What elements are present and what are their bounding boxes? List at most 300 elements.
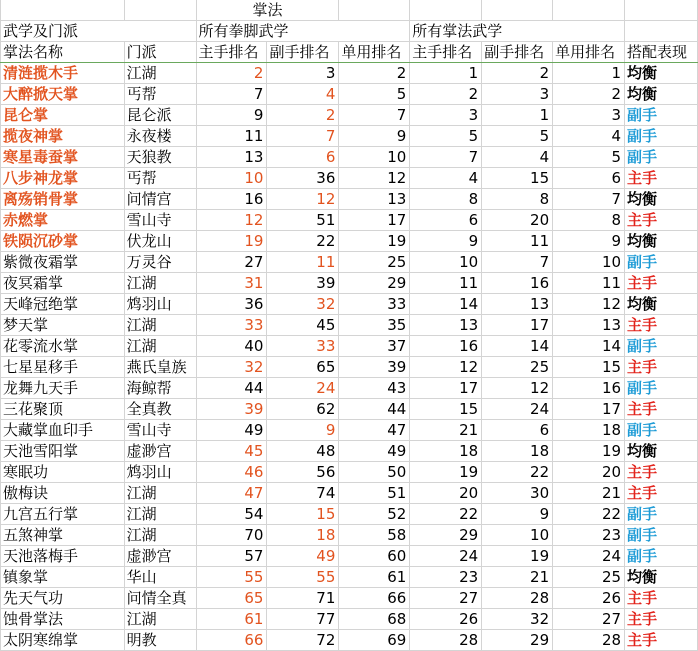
palm-solo-rank-cell[interactable]: 18: [553, 420, 625, 441]
group-header-fist-skills[interactable]: 所有拳脚武学: [196, 21, 410, 42]
skill-name-cell[interactable]: 五煞神掌: [1, 525, 125, 546]
fist-main-rank-cell[interactable]: 55: [196, 567, 267, 588]
combo-result-cell[interactable]: 副手: [625, 147, 698, 168]
skill-name-cell[interactable]: 镇象掌: [1, 567, 125, 588]
table-row: [1, 609, 698, 630]
empty-cell[interactable]: [553, 0, 625, 21]
palm-solo-rank-cell[interactable]: 7: [553, 189, 625, 210]
fist-main-rank-cell[interactable]: 46: [196, 462, 267, 483]
column-header[interactable]: 主手排名: [196, 42, 267, 63]
sect-cell[interactable]: 江湖: [124, 609, 196, 630]
sect-cell[interactable]: 全真教: [124, 399, 196, 420]
fist-solo-rank-cell[interactable]: 52: [339, 504, 410, 525]
combo-result-cell[interactable]: 副手: [625, 126, 698, 147]
combo-result-cell[interactable]: 主手: [625, 483, 698, 504]
sect-cell[interactable]: 华山: [124, 567, 196, 588]
skill-name-cell[interactable]: 傲梅诀: [1, 483, 125, 504]
sect-cell[interactable]: 江湖: [124, 273, 196, 294]
palm-main-rank-cell[interactable]: 12: [410, 357, 482, 378]
fist-solo-rank-cell[interactable]: 68: [339, 609, 410, 630]
combo-result-cell[interactable]: 均衡: [625, 567, 698, 588]
column-header[interactable]: 单用排名: [553, 42, 625, 63]
column-header[interactable]: 门派: [124, 42, 196, 63]
skill-name-cell[interactable]: 大藏掌血印手: [1, 420, 125, 441]
palm-sub-rank-cell[interactable]: 2: [482, 63, 553, 84]
fist-sub-rank-cell[interactable]: 65: [267, 357, 339, 378]
fist-solo-rank-cell[interactable]: 9: [339, 126, 410, 147]
fist-solo-rank-cell[interactable]: 50: [339, 462, 410, 483]
combo-result-cell[interactable]: 副手: [625, 420, 698, 441]
empty-cell[interactable]: [482, 0, 553, 21]
table-row: [1, 588, 698, 609]
fist-solo-rank-cell[interactable]: 49: [339, 441, 410, 462]
skill-name-cell[interactable]: 铁陨沉砂掌: [1, 231, 125, 252]
skill-name-cell[interactable]: 花零流水掌: [1, 336, 125, 357]
skill-name-cell[interactable]: 揽夜神掌: [1, 126, 125, 147]
table-row: [1, 630, 698, 651]
sect-cell[interactable]: 丐帮: [124, 84, 196, 105]
palm-main-rank-cell[interactable]: 22: [410, 504, 482, 525]
palm-sub-rank-cell[interactable]: 29: [482, 630, 553, 651]
combo-result-cell[interactable]: 主手: [625, 273, 698, 294]
palm-sub-rank-cell[interactable]: 16: [482, 273, 553, 294]
palm-sub-rank-cell[interactable]: 13: [482, 294, 553, 315]
fist-solo-rank-cell[interactable]: 25: [339, 252, 410, 273]
combo-result-cell[interactable]: 主手: [625, 210, 698, 231]
palm-main-rank-cell[interactable]: 18: [410, 441, 482, 462]
combo-result-cell[interactable]: 副手: [625, 546, 698, 567]
palm-main-rank-cell[interactable]: 9: [410, 231, 482, 252]
fist-sub-rank-cell[interactable]: 51: [267, 210, 339, 231]
fist-sub-rank-cell[interactable]: 12: [267, 189, 339, 210]
skill-name-cell[interactable]: 离殇销骨掌: [1, 189, 125, 210]
fist-solo-rank-cell[interactable]: 66: [339, 588, 410, 609]
table-row: [1, 315, 698, 336]
skill-name-cell[interactable]: 昆仑掌: [1, 105, 125, 126]
data-rows: [1, 63, 698, 651]
fist-main-rank-cell[interactable]: 44: [196, 378, 267, 399]
table-row: [1, 483, 698, 504]
palm-solo-rank-cell[interactable]: 6: [553, 168, 625, 189]
palm-solo-rank-cell[interactable]: 13: [553, 315, 625, 336]
group-header-row: [1, 21, 698, 42]
palm-solo-rank-cell[interactable]: 23: [553, 525, 625, 546]
skill-name-cell[interactable]: 八步神龙掌: [1, 168, 125, 189]
palm-sub-rank-cell[interactable]: 1: [482, 105, 553, 126]
palm-sub-rank-cell[interactable]: 3: [482, 84, 553, 105]
fist-sub-rank-cell[interactable]: 11: [267, 252, 339, 273]
palm-sub-rank-cell[interactable]: 7: [482, 252, 553, 273]
palm-sub-rank-cell[interactable]: 10: [482, 525, 553, 546]
palm-main-rank-cell[interactable]: 5: [410, 126, 482, 147]
palm-solo-rank-cell[interactable]: 25: [553, 567, 625, 588]
sect-cell[interactable]: 江湖: [124, 336, 196, 357]
combo-result-cell[interactable]: 副手: [625, 252, 698, 273]
fist-main-rank-cell[interactable]: 70: [196, 525, 267, 546]
fist-main-rank-cell[interactable]: 27: [196, 252, 267, 273]
fist-solo-rank-cell[interactable]: 35: [339, 315, 410, 336]
table-row: [1, 252, 698, 273]
fist-solo-rank-cell[interactable]: 39: [339, 357, 410, 378]
fist-solo-rank-cell[interactable]: 19: [339, 231, 410, 252]
palm-solo-rank-cell[interactable]: 21: [553, 483, 625, 504]
skill-name-cell[interactable]: 赤燃掌: [1, 210, 125, 231]
combo-result-cell[interactable]: 主手: [625, 399, 698, 420]
fist-main-rank-cell[interactable]: 49: [196, 420, 267, 441]
palm-main-rank-cell[interactable]: 2: [410, 84, 482, 105]
palm-solo-rank-cell[interactable]: 15: [553, 357, 625, 378]
combo-result-cell[interactable]: 均衡: [625, 189, 698, 210]
fist-sub-rank-cell[interactable]: 32: [267, 294, 339, 315]
empty-cell[interactable]: [1, 0, 125, 21]
fist-solo-rank-cell[interactable]: 29: [339, 273, 410, 294]
sect-cell[interactable]: 天狼教: [124, 147, 196, 168]
fist-main-rank-cell[interactable]: 54: [196, 504, 267, 525]
combo-result-cell[interactable]: 主手: [625, 315, 698, 336]
fist-sub-rank-cell[interactable]: 48: [267, 441, 339, 462]
palm-solo-rank-cell[interactable]: 26: [553, 588, 625, 609]
table-row: [1, 231, 698, 252]
palm-solo-rank-cell[interactable]: 5: [553, 147, 625, 168]
palm-sub-rank-cell[interactable]: 32: [482, 609, 553, 630]
skill-name-cell[interactable]: 先天气功: [1, 588, 125, 609]
palm-sub-rank-cell[interactable]: 19: [482, 546, 553, 567]
palm-sub-rank-cell[interactable]: 8: [482, 189, 553, 210]
column-header[interactable]: 副手排名: [267, 42, 339, 63]
palm-main-rank-cell[interactable]: 27: [410, 588, 482, 609]
sect-cell[interactable]: 昆仑派: [124, 105, 196, 126]
palm-main-rank-cell[interactable]: 29: [410, 525, 482, 546]
fist-solo-rank-cell[interactable]: 60: [339, 546, 410, 567]
fist-main-rank-cell[interactable]: 7: [196, 84, 267, 105]
fist-solo-rank-cell[interactable]: 43: [339, 378, 410, 399]
fist-solo-rank-cell[interactable]: 47: [339, 420, 410, 441]
skill-name-cell[interactable]: 寒星毒蚕掌: [1, 147, 125, 168]
fist-solo-rank-cell[interactable]: 37: [339, 336, 410, 357]
sect-cell[interactable]: 江湖: [124, 63, 196, 84]
table-row: [1, 105, 698, 126]
palm-sub-rank-cell[interactable]: 17: [482, 315, 553, 336]
palm-solo-rank-cell[interactable]: 3: [553, 105, 625, 126]
fist-sub-rank-cell[interactable]: 49: [267, 546, 339, 567]
fist-main-rank-cell[interactable]: 19: [196, 231, 267, 252]
skill-name-cell[interactable]: 梦天掌: [1, 315, 125, 336]
skill-name-cell[interactable]: 清涟揽木手: [1, 63, 125, 84]
palm-sub-rank-cell[interactable]: 25: [482, 357, 553, 378]
skill-name-cell[interactable]: 大醉掀天掌: [1, 84, 125, 105]
palm-solo-rank-cell[interactable]: 4: [553, 126, 625, 147]
fist-solo-rank-cell[interactable]: 17: [339, 210, 410, 231]
fist-main-rank-cell[interactable]: 47: [196, 483, 267, 504]
fist-sub-rank-cell[interactable]: 36: [267, 168, 339, 189]
table-row: [1, 378, 698, 399]
palm-solo-rank-cell[interactable]: 2: [553, 84, 625, 105]
fist-solo-rank-cell[interactable]: 44: [339, 399, 410, 420]
fist-sub-rank-cell[interactable]: 77: [267, 609, 339, 630]
fist-main-rank-cell[interactable]: 61: [196, 609, 267, 630]
palm-main-rank-cell[interactable]: 7: [410, 147, 482, 168]
combo-result-cell[interactable]: 主手: [625, 609, 698, 630]
palm-main-rank-cell[interactable]: 14: [410, 294, 482, 315]
table-row: [1, 189, 698, 210]
sect-cell[interactable]: 虚渺宫: [124, 441, 196, 462]
fist-sub-rank-cell[interactable]: 39: [267, 273, 339, 294]
palm-sub-rank-cell[interactable]: 5: [482, 126, 553, 147]
palm-solo-rank-cell[interactable]: 20: [553, 462, 625, 483]
fist-main-rank-cell[interactable]: 39: [196, 399, 267, 420]
fist-sub-rank-cell[interactable]: 7: [267, 126, 339, 147]
sect-cell[interactable]: 鸩羽山: [124, 462, 196, 483]
combo-result-cell[interactable]: 副手: [625, 336, 698, 357]
fist-sub-rank-cell[interactable]: 62: [267, 399, 339, 420]
empty-cell[interactable]: [625, 0, 698, 21]
palm-sub-rank-cell[interactable]: 12: [482, 378, 553, 399]
palm-solo-rank-cell[interactable]: 8: [553, 210, 625, 231]
combo-result-cell[interactable]: 主手: [625, 630, 698, 651]
palm-main-rank-cell[interactable]: 24: [410, 546, 482, 567]
palm-main-rank-cell[interactable]: 10: [410, 252, 482, 273]
column-header[interactable]: 掌法名称: [1, 42, 125, 63]
table-row: [1, 525, 698, 546]
skill-name-cell[interactable]: 太阴寒绵掌: [1, 630, 125, 651]
table-row: [1, 567, 698, 588]
palm-main-rank-cell[interactable]: 3: [410, 105, 482, 126]
palm-solo-rank-cell[interactable]: 24: [553, 546, 625, 567]
skill-name-cell[interactable]: 紫微夜霜掌: [1, 252, 125, 273]
fist-solo-rank-cell[interactable]: 13: [339, 189, 410, 210]
fist-sub-rank-cell[interactable]: 22: [267, 231, 339, 252]
fist-main-rank-cell[interactable]: 11: [196, 126, 267, 147]
skill-name-cell[interactable]: 天峰冠绝掌: [1, 294, 125, 315]
table-row: [1, 462, 698, 483]
palm-sub-rank-cell[interactable]: 6: [482, 420, 553, 441]
fist-solo-rank-cell[interactable]: 2: [339, 63, 410, 84]
palm-main-rank-cell[interactable]: 15: [410, 399, 482, 420]
fist-main-rank-cell[interactable]: 57: [196, 546, 267, 567]
sect-cell[interactable]: 江湖: [124, 483, 196, 504]
fist-sub-rank-cell[interactable]: 2: [267, 105, 339, 126]
sect-cell[interactable]: 鸩羽山: [124, 294, 196, 315]
fist-main-rank-cell[interactable]: 45: [196, 441, 267, 462]
combo-result-cell[interactable]: 均衡: [625, 84, 698, 105]
empty-cell[interactable]: [410, 0, 482, 21]
sect-cell[interactable]: 丐帮: [124, 168, 196, 189]
fist-sub-rank-cell[interactable]: 55: [267, 567, 339, 588]
sect-cell[interactable]: 明教: [124, 630, 196, 651]
table-row: [1, 147, 698, 168]
fist-sub-rank-cell[interactable]: 56: [267, 462, 339, 483]
fist-sub-rank-cell[interactable]: 45: [267, 315, 339, 336]
fist-sub-rank-cell[interactable]: 24: [267, 378, 339, 399]
fist-solo-rank-cell[interactable]: 61: [339, 567, 410, 588]
fist-main-rank-cell[interactable]: 2: [196, 63, 267, 84]
fist-main-rank-cell[interactable]: 65: [196, 588, 267, 609]
skill-name-cell[interactable]: 寒眠功: [1, 462, 125, 483]
table-row: [1, 210, 698, 231]
palm-main-rank-cell[interactable]: 11: [410, 273, 482, 294]
sect-cell[interactable]: 江湖: [124, 504, 196, 525]
sect-cell[interactable]: 问情宫: [124, 189, 196, 210]
combo-result-cell[interactable]: 主手: [625, 588, 698, 609]
palm-sub-rank-cell[interactable]: 21: [482, 567, 553, 588]
combo-result-cell[interactable]: 均衡: [625, 231, 698, 252]
sect-cell[interactable]: 伏龙山: [124, 231, 196, 252]
combo-result-cell[interactable]: 副手: [625, 525, 698, 546]
fist-solo-rank-cell[interactable]: 58: [339, 525, 410, 546]
table-row: [1, 63, 698, 84]
palm-main-rank-cell[interactable]: 13: [410, 315, 482, 336]
fist-main-rank-cell[interactable]: 16: [196, 189, 267, 210]
palm-main-rank-cell[interactable]: 4: [410, 168, 482, 189]
palm-solo-rank-cell[interactable]: 16: [553, 378, 625, 399]
fist-sub-rank-cell[interactable]: 3: [267, 63, 339, 84]
palm-solo-rank-cell[interactable]: 10: [553, 252, 625, 273]
palm-sub-rank-cell[interactable]: 14: [482, 336, 553, 357]
palm-solo-rank-cell[interactable]: 9: [553, 231, 625, 252]
fist-solo-rank-cell[interactable]: 33: [339, 294, 410, 315]
palm-solo-rank-cell[interactable]: 19: [553, 441, 625, 462]
fist-solo-rank-cell[interactable]: 51: [339, 483, 410, 504]
fist-main-rank-cell[interactable]: 32: [196, 357, 267, 378]
fist-main-rank-cell[interactable]: 10: [196, 168, 267, 189]
fist-solo-rank-cell[interactable]: 69: [339, 630, 410, 651]
table-row: [1, 441, 698, 462]
palm-sub-rank-cell[interactable]: 11: [482, 231, 553, 252]
empty-cell[interactable]: [625, 21, 698, 42]
table-row: [1, 336, 698, 357]
sect-cell[interactable]: 江湖: [124, 315, 196, 336]
palm-sub-rank-cell[interactable]: 9: [482, 504, 553, 525]
palm-main-rank-cell[interactable]: 17: [410, 378, 482, 399]
fist-main-rank-cell[interactable]: 13: [196, 147, 267, 168]
combo-result-cell[interactable]: 均衡: [625, 63, 698, 84]
skill-name-cell[interactable]: 九宫五行掌: [1, 504, 125, 525]
fist-main-rank-cell[interactable]: 66: [196, 630, 267, 651]
skill-name-cell[interactable]: 夜冥霜掌: [1, 273, 125, 294]
palm-solo-rank-cell[interactable]: 12: [553, 294, 625, 315]
skill-name-cell[interactable]: 三花聚顶: [1, 399, 125, 420]
palm-sub-rank-cell[interactable]: 4: [482, 147, 553, 168]
column-header[interactable]: 单用排名: [339, 42, 410, 63]
palm-solo-rank-cell[interactable]: 14: [553, 336, 625, 357]
palm-sub-rank-cell[interactable]: 24: [482, 399, 553, 420]
sect-cell[interactable]: 海鲸帮: [124, 378, 196, 399]
table-row: [1, 273, 698, 294]
sect-cell[interactable]: 雪山寺: [124, 420, 196, 441]
table-row: [1, 126, 698, 147]
skill-name-cell[interactable]: 天池雪阳掌: [1, 441, 125, 462]
column-header[interactable]: 副手排名: [482, 42, 553, 63]
combo-result-cell[interactable]: 副手: [625, 105, 698, 126]
fist-sub-rank-cell[interactable]: 33: [267, 336, 339, 357]
fist-sub-rank-cell[interactable]: 71: [267, 588, 339, 609]
combo-result-cell[interactable]: 均衡: [625, 441, 698, 462]
combo-result-cell[interactable]: 副手: [625, 504, 698, 525]
sect-cell[interactable]: 燕氏皇族: [124, 357, 196, 378]
combo-result-cell[interactable]: 主手: [625, 357, 698, 378]
palm-solo-rank-cell[interactable]: 22: [553, 504, 625, 525]
palm-sub-rank-cell[interactable]: 28: [482, 588, 553, 609]
sect-cell[interactable]: 雪山寺: [124, 210, 196, 231]
column-header[interactable]: 主手排名: [410, 42, 482, 63]
palm-main-rank-cell[interactable]: 1: [410, 63, 482, 84]
empty-cell[interactable]: [124, 0, 196, 21]
skill-name-cell[interactable]: 龙舞九天手: [1, 378, 125, 399]
palm-main-rank-cell[interactable]: 19: [410, 462, 482, 483]
palm-solo-rank-cell[interactable]: 28: [553, 630, 625, 651]
palm-solo-rank-cell[interactable]: 27: [553, 609, 625, 630]
combo-result-cell[interactable]: 副手: [625, 378, 698, 399]
palm-solo-rank-cell[interactable]: 11: [553, 273, 625, 294]
table-row: [1, 84, 698, 105]
skill-name-cell[interactable]: 蚀骨掌法: [1, 609, 125, 630]
palm-main-rank-cell[interactable]: 20: [410, 483, 482, 504]
palm-main-rank-cell[interactable]: 28: [410, 630, 482, 651]
fist-main-rank-cell[interactable]: 40: [196, 336, 267, 357]
table-row: [1, 399, 698, 420]
fist-sub-rank-cell[interactable]: 9: [267, 420, 339, 441]
fist-sub-rank-cell[interactable]: 6: [267, 147, 339, 168]
sect-cell[interactable]: 永夜楼: [124, 126, 196, 147]
sheet-title[interactable]: 掌法: [196, 0, 339, 21]
fist-sub-rank-cell[interactable]: 4: [267, 84, 339, 105]
combo-result-cell[interactable]: 均衡: [625, 294, 698, 315]
fist-main-rank-cell[interactable]: 12: [196, 210, 267, 231]
sect-cell[interactable]: 万灵谷: [124, 252, 196, 273]
skill-name-cell[interactable]: 天池落梅手: [1, 546, 125, 567]
fist-sub-rank-cell[interactable]: 15: [267, 504, 339, 525]
column-header[interactable]: 搭配表现: [625, 42, 698, 63]
fist-solo-rank-cell[interactable]: 5: [339, 84, 410, 105]
column-header-row: [1, 42, 698, 63]
sect-cell[interactable]: 虚渺宫: [124, 546, 196, 567]
fist-solo-rank-cell[interactable]: 12: [339, 168, 410, 189]
group-header-palm-skills[interactable]: 所有掌法武学: [410, 21, 625, 42]
palm-main-rank-cell[interactable]: 21: [410, 420, 482, 441]
palm-sub-rank-cell[interactable]: 15: [482, 168, 553, 189]
empty-cell[interactable]: [339, 0, 410, 21]
fist-main-rank-cell[interactable]: 33: [196, 315, 267, 336]
palm-sub-rank-cell[interactable]: 30: [482, 483, 553, 504]
combo-result-cell[interactable]: 主手: [625, 462, 698, 483]
palm-sub-rank-cell[interactable]: 22: [482, 462, 553, 483]
fist-solo-rank-cell[interactable]: 10: [339, 147, 410, 168]
palm-main-rank-cell[interactable]: 6: [410, 210, 482, 231]
table-row: [1, 546, 698, 567]
fist-solo-rank-cell[interactable]: 7: [339, 105, 410, 126]
fist-main-rank-cell[interactable]: 31: [196, 273, 267, 294]
fist-sub-rank-cell[interactable]: 72: [267, 630, 339, 651]
palm-main-rank-cell[interactable]: 16: [410, 336, 482, 357]
palm-solo-rank-cell[interactable]: 17: [553, 399, 625, 420]
sect-cell[interactable]: 问情全真: [124, 588, 196, 609]
palm-main-rank-cell[interactable]: 23: [410, 567, 482, 588]
fist-main-rank-cell[interactable]: 9: [196, 105, 267, 126]
skill-name-cell[interactable]: 七星星移手: [1, 357, 125, 378]
fist-main-rank-cell[interactable]: 36: [196, 294, 267, 315]
palm-sub-rank-cell[interactable]: 20: [482, 210, 553, 231]
palm-solo-rank-cell[interactable]: 1: [553, 63, 625, 84]
combo-result-cell[interactable]: 主手: [625, 168, 698, 189]
group-header-skill-sect[interactable]: 武学及门派: [1, 21, 197, 42]
palm-sub-rank-cell[interactable]: 18: [482, 441, 553, 462]
sect-cell[interactable]: 江湖: [124, 525, 196, 546]
table-row: [1, 168, 698, 189]
fist-sub-rank-cell[interactable]: 74: [267, 483, 339, 504]
palm-main-rank-cell[interactable]: 8: [410, 189, 482, 210]
fist-sub-rank-cell[interactable]: 18: [267, 525, 339, 546]
palm-main-rank-cell[interactable]: 26: [410, 609, 482, 630]
